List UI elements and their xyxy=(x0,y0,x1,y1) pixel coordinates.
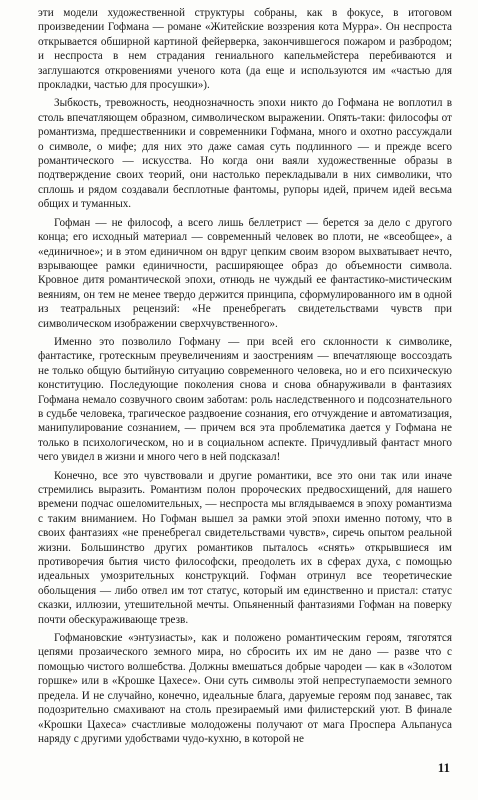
paragraph: Гофман — не философ, а всего лишь беллетрист — берется за дело с другого конца; его исходный материал — современный человек во плоти, не «всеобщее», а «единичное»; и в этом единичном он вдруг цепким своим взором выхватывает нечто, взрывающее рамки единичности, расширяющее образ до объемности символа. Кровное дитя романтической эпохи, отнюдь не чуждый ее фантастико-мистическим веяниям, он тем не менее твердо держится принципа, сформулированного им в одной из театральных рецензий: «Не пренебрегать свидетельствами чувств при символическом изображении сверхчувственного». xyxy=(38,216,452,330)
paragraph: Конечно, все это чувствовали и другие романтики, все это они так или иначе стремились выразить. Романтизм полон пророческих предвосхищений, для нашего времени подчас ошеломительных, — неспроста мы вглядываемся в эпоху романтизма с таким вниманием. Но Гофман вышел за рамки этой эпохи именно потому, что в своих фантазиях «не пренебрегал свидетельствами чувств», сиречь опытом реальной жизни. Большинство других романтиков пыталось «снять» открывшиеся им противоречия бытия чисто философски, преодолеть их в сферах духа, с помощью идеальных умозрительных конструкций. Гофман отринул все теоретические обольщения — либо отвел им тот статус, который им единственно и пристал: статус сказки, иллюзии, утешительной мечты. Опьяненный фантазиями Гофман на поверку почти обескураживающе трезв. xyxy=(38,469,452,626)
page-number: 11 xyxy=(437,760,450,775)
paragraph: Зыбкость, тревожность, неоднозначность эпохи никто до Гофмана не воплотил в столь впечатляющем образном, символическом выражении. Опять-таки: философы от романтизма, предшественники и современники Гофмана, много и охотно рассуждали о символе, о мифе; для них это даже самая суть подлинного — и прежде всего романтического — искусства. Но когда они ваяли художественные образы в подтверждение своих теорий, они настолько перекладывали в них символики, что сплошь и рядом создавали бесплотные фантомы, рупоры идей, причем идей весьма общих и туманных. xyxy=(38,97,452,211)
paragraph-continued: эти модели художественной структуры собраны, как в фокусе, в итоговом произведении Гофмана — романе «Житейские воззрения кота Мурра». Он неспроста открывается обширной картиной фейерверка, закончившегося пожаром и разбродом; и неспроста в нем страдания гениального капельмейстера перебиваются и заглушаются откровениями ученого кота (да еще и используются им «частью для прокладки, частью для просушки»). xyxy=(38,7,452,92)
paragraph: Именно это позволило Гофману — при всей его склонности к символике, фантастике, гротескным преувеличениям и заострениям — впечатляюще воссоздать не только общую бытийную ситуацию современного человека, но и его психическую конституцию. Последующие поколения снова и снова обнаруживали в фантазиях Гофмана немало созвучного своим заботам: роль наследственного и подсознательного в судьбе человека, трагическое раздвоение сознания, его отчуждение и автоматизация, манипулирование сознанием, — причем вся эта проблематика дается у Гофмана не только в психологическом, но и в социальном аспекте. Причудливый фантаст много чего увидел в жизни и много чего в ней подсказал! xyxy=(38,335,452,464)
paragraph: Гофмановские «энтузиасты», как и положено романтическим героям, тяготятся цепями прозаического земного мира, но сбросить их им не дано — разве что с помощью чистого волшебства. Должны вмешаться добрые чародеи — как в «Золотом горшке» или в «Крошке Цахесе». Они суть символы этой непреступаемости земного предела. И не случайно, конечно, идеальные блага, даруемые героям под занавес, так подозрительно смахивают на столь презираемый ими филистерский уют. В финале «Крошки Цахеса» счастливые молодожены получают от мага Проспера Альпануса наряду с другими удобствами чудо-кухню, в которой не xyxy=(38,632,452,745)
